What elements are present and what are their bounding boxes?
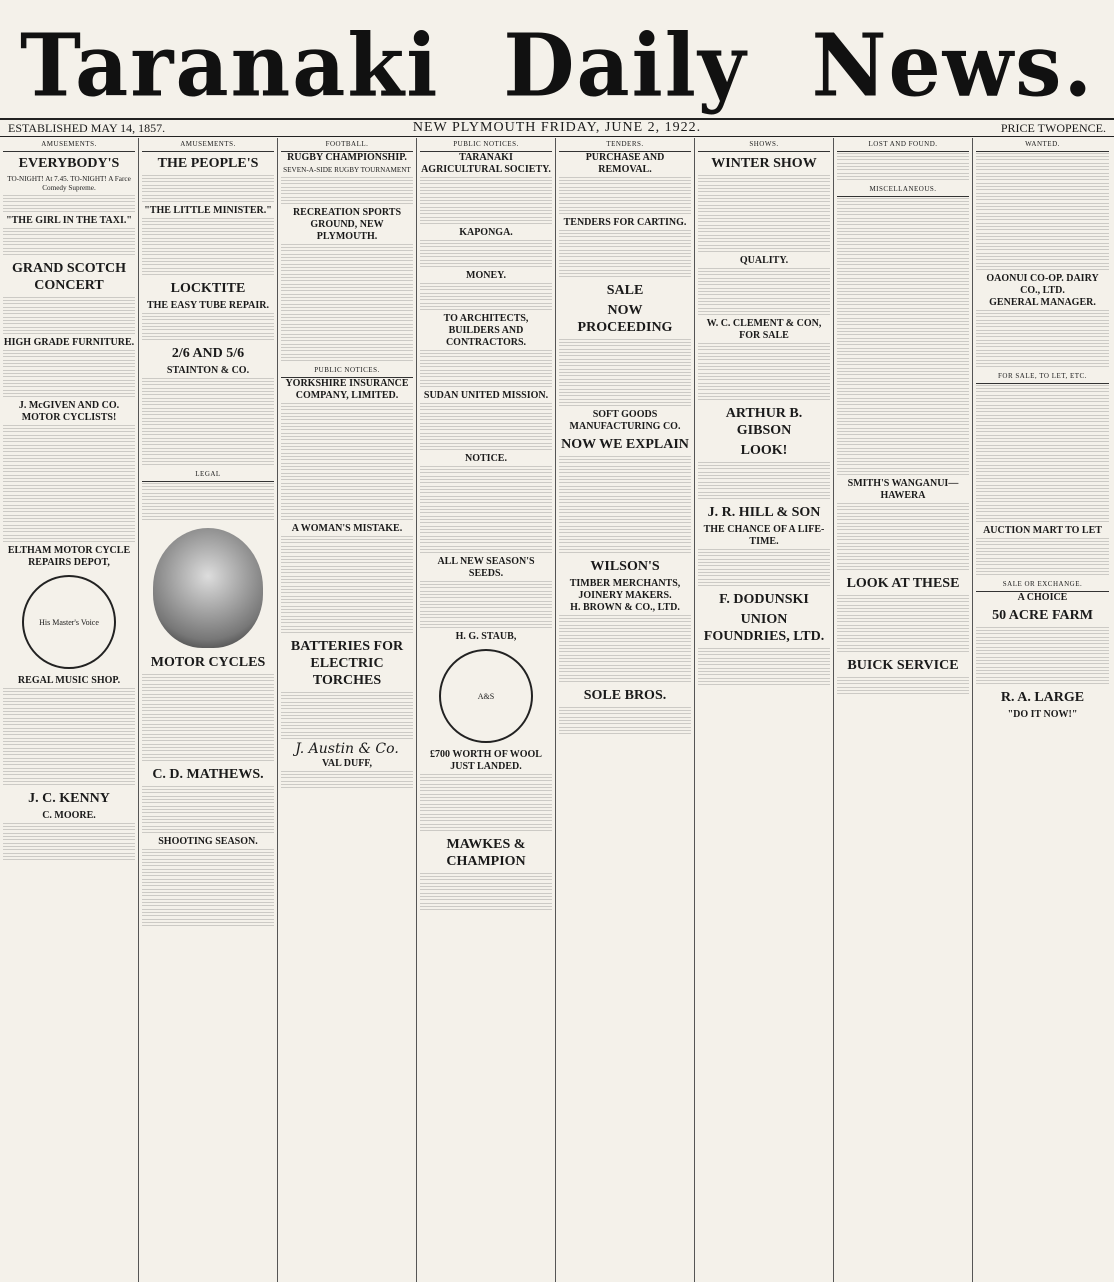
ad-title: NOW WE EXPLAIN	[561, 437, 689, 452]
as-logo: A&S	[439, 649, 533, 743]
ad-title: QUALITY.	[739, 255, 789, 266]
ad-title: KAPONGA.	[459, 227, 513, 238]
ad-title: MOTOR CYCLISTS!	[21, 412, 117, 423]
ad-title: PURCHASE AND REMOVAL.	[585, 152, 665, 175]
column-7	[834, 138, 973, 1282]
ad-title: WILSON'S	[590, 559, 660, 574]
ad-title: W. C. CLEMENT & CON,	[706, 318, 822, 329]
ad-title: EVERYBODY'S	[18, 156, 120, 171]
column-1	[0, 138, 139, 1282]
ad-title: THE PEOPLE'S	[157, 156, 259, 171]
section-heading: LOST AND FOUND.	[837, 138, 969, 152]
column-3	[278, 138, 417, 1282]
ad-title: BATTERIES FOR ELECTRIC TORCHES	[290, 639, 404, 688]
ad-title: AUCTION MART TO LET	[983, 525, 1102, 536]
ad-title: VAL DUFF,	[321, 758, 372, 769]
advert-illustration	[153, 528, 263, 648]
ad-title: BUICK SERVICE	[847, 658, 959, 673]
ad-title: SOFT GOODS MANUFACTURING CO.	[569, 409, 681, 432]
ad-title: H. BROWN & CO., LTD.	[570, 602, 680, 613]
section-heading: PUBLIC NOTICES.	[281, 364, 413, 378]
ad-title: "DO IT NOW!"	[1007, 709, 1078, 720]
ad-title: TARANAKI AGRICULTURAL SOCIETY.	[421, 152, 551, 175]
section-heading: LEGAL	[142, 468, 274, 482]
section-heading: WANTED.	[976, 138, 1109, 152]
section-heading: MISCELLANEOUS.	[837, 183, 969, 197]
section-heading: TENDERS.	[559, 138, 691, 152]
ad-title: HIGH GRADE FURNITURE.	[3, 337, 135, 348]
ad-title: TO ARCHITECTS, BUILDERS AND CONTRACTORS.	[443, 313, 529, 348]
section-heading: FOR SALE, TO LET, ETC.	[976, 370, 1109, 384]
ad-title: SOLE BROS.	[583, 688, 667, 703]
ad-title: TIMBER MERCHANTS, JOINERY MAKERS.	[569, 578, 681, 601]
ad-title: £700 WORTH OF WOOL JUST LANDED.	[430, 749, 542, 772]
ad-title: RECREATION SPORTS GROUND, NEW PLYMOUTH.	[292, 207, 402, 242]
column-8	[973, 138, 1112, 1282]
ad-title: UNION FOUNDRIES, LTD.	[703, 612, 825, 644]
signature-illustration: J. Austin & Co.	[295, 741, 399, 757]
masthead	[20, 8, 1094, 116]
column-5	[556, 138, 695, 1282]
ad-title: MOTOR CYCLES	[150, 655, 266, 670]
ad-title: ALL NEW SEASON'S SEEDS.	[437, 556, 535, 579]
section-heading: PUBLIC NOTICES.	[420, 138, 552, 152]
ad-title: J. C. KENNY	[28, 791, 110, 806]
ad-title: YORKSHIRE INSURANCE COMPANY, LIMITED.	[285, 378, 409, 401]
ad-title: REGAL MUSIC SHOP.	[17, 675, 121, 686]
ad-title: ELTHAM MOTOR CYCLE REPAIRS DEPOT,	[7, 545, 131, 568]
section-heading: SHOWS.	[698, 138, 830, 152]
ad-title: SUDAN UNITED MISSION.	[423, 390, 549, 401]
ad-text: TO-NIGHT! At 7.45. TO-NIGHT! A Farce Comedy Supreme.	[7, 175, 131, 192]
price-text: PRICE TWOPENCE.	[1000, 121, 1106, 135]
ad-text: SEVEN-A-SIDE RUGBY TOURNAMENT	[283, 166, 411, 174]
his-masters-voice-logo: His Master's Voice	[22, 575, 116, 669]
section-heading: FOOTBALL.	[281, 138, 413, 152]
ad-title: GENERAL MANAGER.	[989, 297, 1096, 308]
ad-title: C. MOORE.	[42, 810, 96, 821]
ad-title: F. DODUNSKI	[719, 592, 809, 607]
column-6	[695, 138, 834, 1282]
ad-title: R. A. LARGE	[1000, 690, 1085, 705]
ad-title: WINTER SHOW	[711, 156, 817, 171]
column-2	[139, 138, 278, 1282]
established-text: ESTABLISHED MAY 14, 1857.	[8, 121, 166, 135]
section-heading: AMUSEMENTS.	[142, 138, 274, 152]
masthead-taranaki: Taranaki	[20, 15, 440, 117]
ad-title: LOCKTITE	[170, 281, 246, 296]
ad-title: SALE	[606, 283, 644, 298]
ad-title: LOOK!	[740, 443, 788, 458]
ad-title: NOTICE.	[465, 453, 507, 464]
ad-title: GRAND SCOTCH CONCERT	[12, 261, 126, 293]
dateline	[0, 118, 1114, 137]
ad-title: A WOMAN'S MISTAKE.	[291, 523, 403, 534]
place-date: NEW PLYMOUTH FRIDAY, JUNE 2, 1922.	[412, 120, 702, 135]
ad-title: SHOOTING SEASON.	[158, 836, 258, 847]
ad-title: J. McGIVEN AND CO.	[18, 400, 120, 411]
ad-title: "THE GIRL IN THE TAXI."	[6, 215, 132, 226]
ad-title: RUGBY CHAMPIONSHIP.	[287, 152, 407, 163]
ad-title: THE CHANCE OF A LIFE-TIME.	[703, 524, 825, 547]
ad-title: LOOK AT THESE	[846, 576, 960, 591]
ad-title: J. R. HILL & SON	[707, 505, 821, 520]
ad-title: ARTHUR B. GIBSON	[725, 406, 803, 438]
columns	[0, 138, 1114, 1282]
ad-title: C. D. MATHEWS.	[152, 767, 264, 782]
ad-title: SMITH'S WANGANUI—HAWERA	[847, 478, 959, 501]
column-4	[417, 138, 556, 1282]
ad-title: MONEY.	[466, 270, 506, 281]
ad-title: TENDERS FOR CARTING.	[563, 217, 687, 228]
masthead-daily: Daily	[503, 15, 748, 117]
ad-title: 2/6 AND 5/6	[171, 346, 245, 361]
section-heading: SALE OR EXCHANGE.	[976, 578, 1109, 592]
ad-title: NOW PROCEEDING	[577, 303, 673, 335]
ad-title: 50 ACRE FARM	[992, 608, 1093, 623]
section-heading: AMUSEMENTS.	[3, 138, 135, 152]
ad-title: A CHOICE	[1017, 592, 1068, 603]
masthead-news: News.	[811, 15, 1094, 117]
ad-title: OAONUI CO-OP. DAIRY CO., LTD.	[986, 273, 1099, 296]
ad-title: STAINTON & CO.	[166, 365, 250, 376]
ad-title: THE EASY TUBE REPAIR.	[146, 300, 270, 311]
ad-title: H. G. STAUB,	[455, 631, 517, 642]
ad-title: MAWKES & CHAMPION	[446, 837, 526, 869]
ad-title: FOR SALE	[739, 330, 789, 341]
ad-title: "THE LITTLE MINISTER."	[144, 205, 272, 216]
